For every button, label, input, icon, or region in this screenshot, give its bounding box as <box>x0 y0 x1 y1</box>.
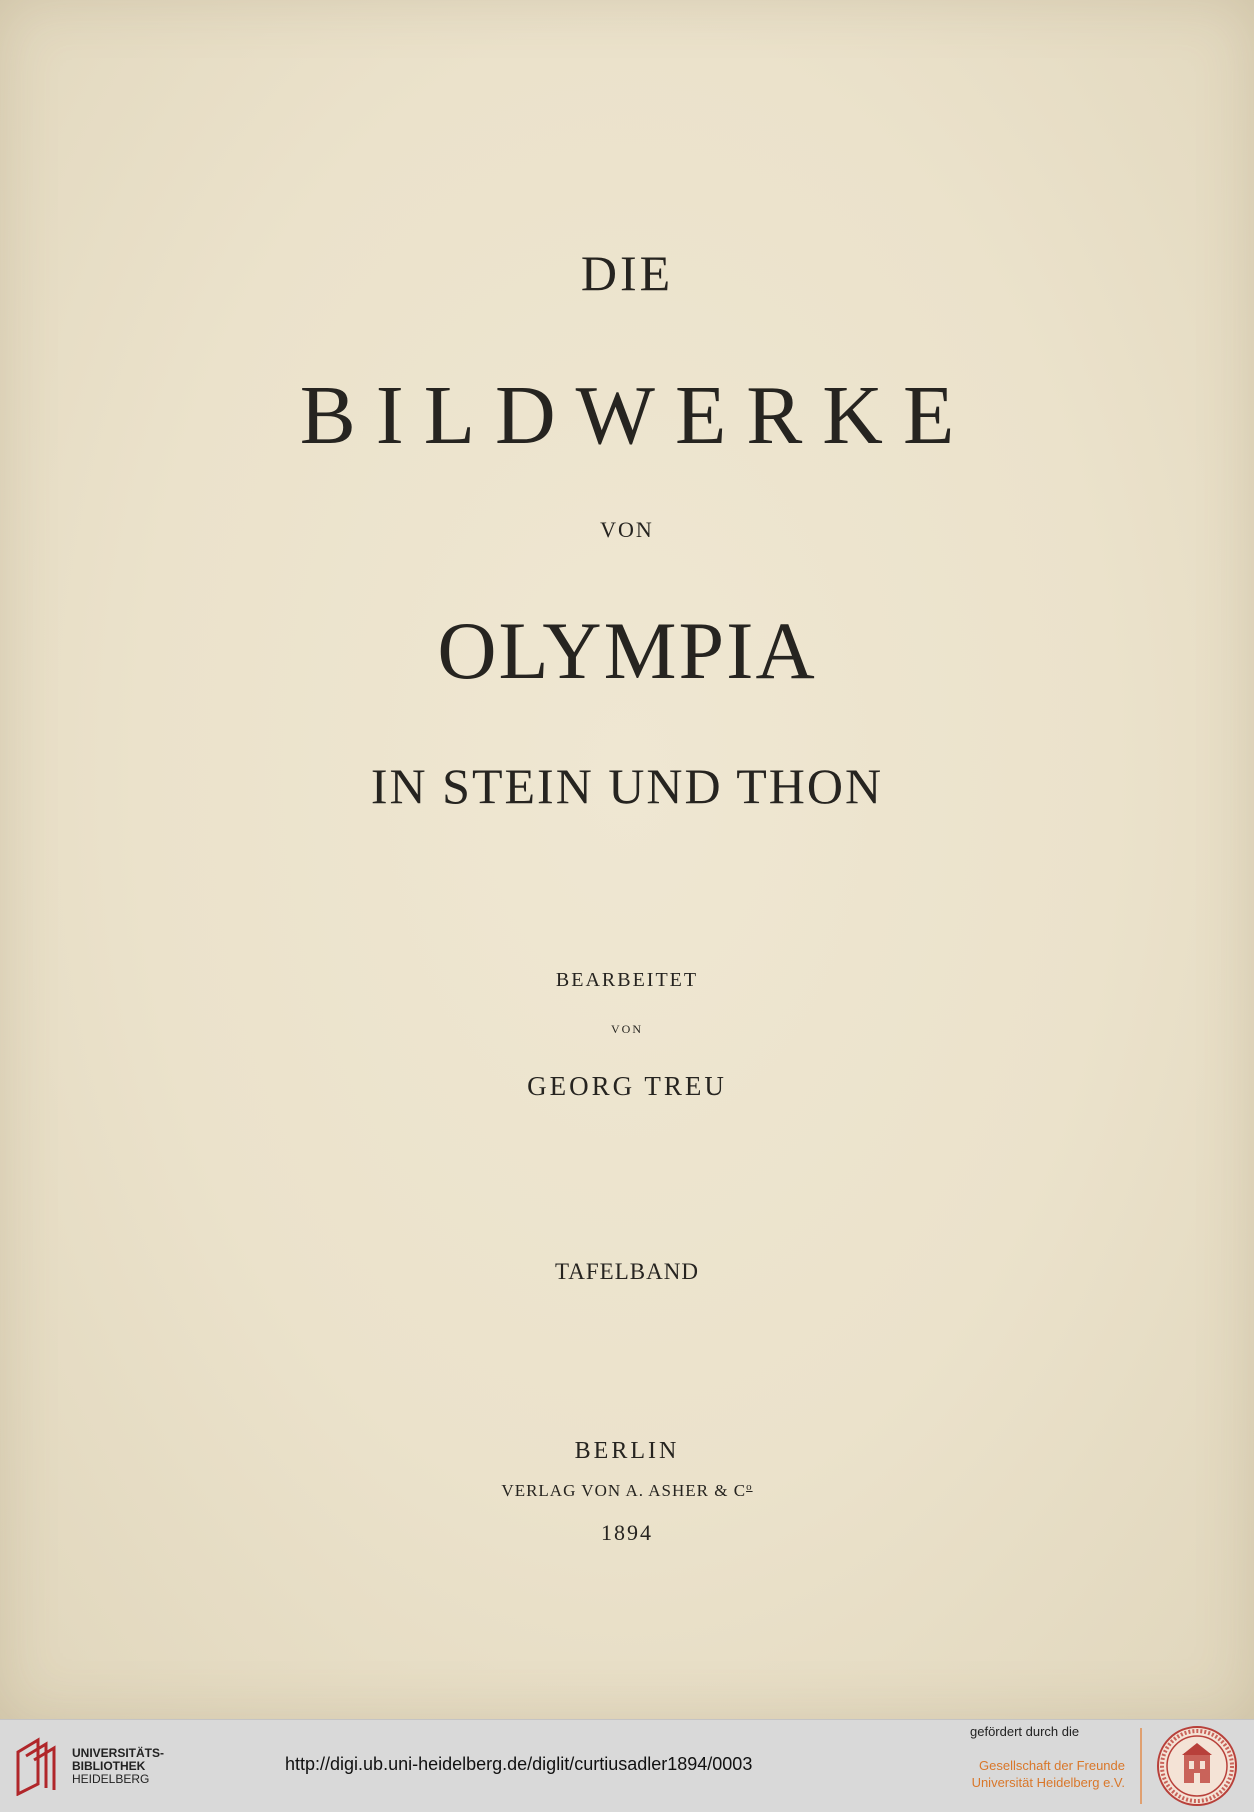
sponsor-line-1: Gesellschaft der Freunde <box>979 1758 1125 1773</box>
permalink-url[interactable]: http://digi.ub.uni-heidelberg.de/diglit/curtiusadler1894/0003 <box>285 1754 753 1774</box>
imprint-publisher <box>0 1481 1254 1501</box>
title-olympia: OLYMPIA <box>437 605 817 696</box>
library-line-2: BIBLIOTHEK <box>72 1759 146 1773</box>
imprint-year: 1894 <box>601 1520 653 1545</box>
sponsor-intro: gefördert durch die <box>970 1724 1080 1739</box>
publisher-text: VERLAG VON A. ASHER & C <box>501 1481 747 1500</box>
imprint-city: BERLIN <box>574 1438 680 1464</box>
digitization-footer <box>0 1719 1254 1812</box>
ub-heidelberg-logo-icon[interactable] <box>14 1734 60 1796</box>
edited-label: BEARBEITET <box>555 969 699 991</box>
title-die: DIE <box>580 245 674 301</box>
sponsor-line-2: Universität Heidelberg e.V. <box>971 1775 1125 1790</box>
subtitle: IN STEIN UND THON <box>370 758 884 814</box>
footer-divider <box>1140 1728 1142 1804</box>
edited-von: VON <box>611 1022 643 1036</box>
volume-label: TAFELBAND <box>555 1259 699 1284</box>
author-name: GEORG TREU <box>527 1071 727 1101</box>
sponsor-name <box>970 1757 1125 1791</box>
publisher-superscript: o <box>746 1481 753 1493</box>
library-name <box>72 1747 164 1786</box>
title-von: VON <box>600 517 654 542</box>
library-line-1: UNIVERSITÄTS- <box>72 1746 165 1760</box>
library-line-3: HEIDELBERG <box>72 1772 150 1786</box>
university-seal-icon <box>1156 1725 1238 1807</box>
title-bildwerke: BILDWERKE <box>299 369 975 462</box>
